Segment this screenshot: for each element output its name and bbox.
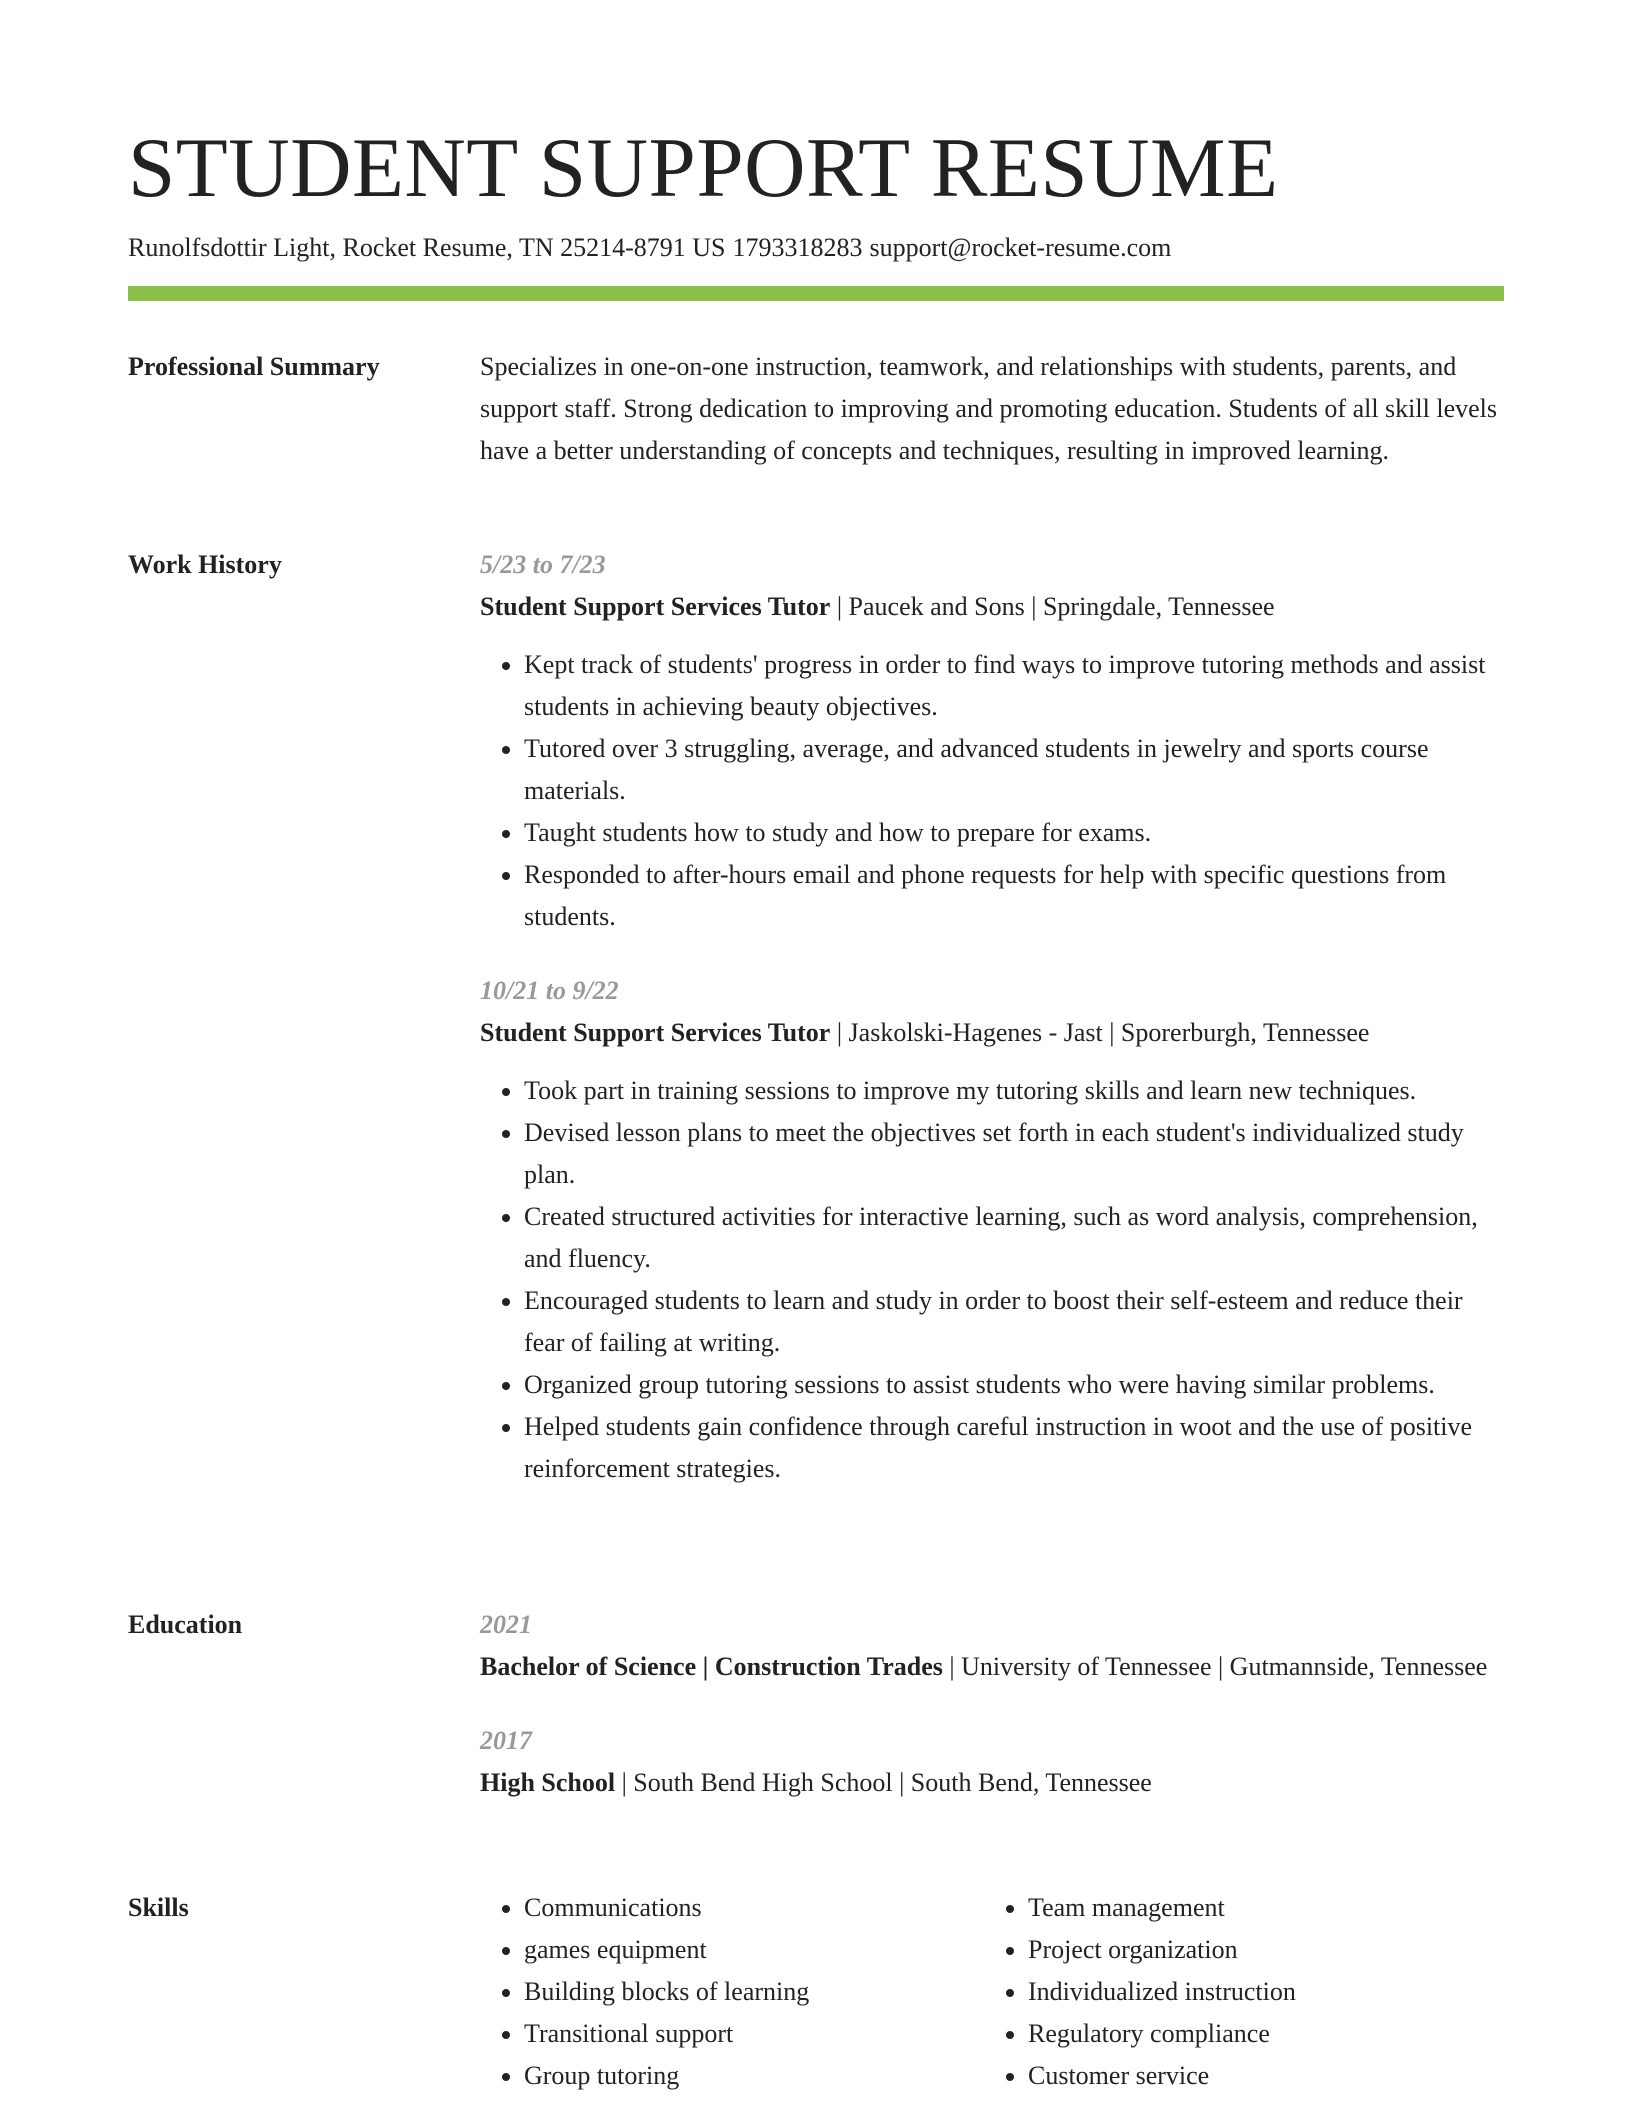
education-body [480,1604,1504,1804]
job-bullets [480,1070,1504,1490]
education-year: 2021 [480,1610,532,1639]
skill-item: • Communications [524,1887,984,1929]
contact-line [128,230,1171,266]
job-bullet: • Took part in training sessions to improve my tutoring skills and learn new techniques. [524,1070,1504,1112]
education-heading [480,1646,1504,1688]
job-bullet: • Created structured activities for interactive learning, such as word analysis, comprehension, and fluency. [524,1196,1504,1280]
skill-item: • Transitional support [524,2013,984,2055]
job-dates: 10/21 to 9/22 [480,976,619,1005]
skill-item: • Customer service [1028,2055,1488,2097]
skills-list-left [480,1887,984,2097]
education-heading [480,1762,1504,1804]
work-history-label: Work History [128,550,282,579]
job-entry [480,970,1504,1490]
skills-label: Skills [128,1893,189,1922]
job-details: | Paucek and Sons | Springdale, Tennessee [830,592,1275,621]
education-label: Education [128,1610,243,1639]
job-bullet: • Tutored over 3 struggling, average, and advanced students in jewelry and sports course materials. [524,728,1504,812]
job-bullet: • Helped students gain confidence through careful instruction in woot and the use of positive reinforcement strategies. [524,1406,1504,1490]
job-bullet: • Responded to after-hours email and phone requests for help with specific questions from students. [524,854,1504,938]
job-heading [480,1012,1504,1054]
skill-item: • Individualized instruction [1028,1971,1488,2013]
skills-body [480,1887,1504,2097]
education-details: | South Bend High School | South Bend, Tennessee [615,1768,1152,1797]
job-details: | Jaskolski-Hagenes - Jast | Sporerburgh, Tennessee [830,1018,1370,1047]
work-history-body [480,544,1504,1490]
skill-item: • Project organization [1028,1929,1488,1971]
summary-text: Specializes in one-on-one instruction, teamwork, and relationships with students, parents, and support staff. Strong dedication to improving and promoting education. Students of all skill levels have a better understanding of concepts and techniques, resulting in improved learning. [480,352,1497,465]
education-degree: High School [480,1768,616,1797]
skills-columns [480,1887,1504,2097]
education-year: 2017 [480,1726,532,1755]
job-bullet: • Organized group tutoring sessions to assist students who were having similar problems. [524,1364,1504,1406]
job-title: Student Support Services Tutor [480,592,831,621]
education-degree: Bachelor of Science | Construction Trades [480,1652,943,1681]
contact-address: Runolfsdottir Light, Rocket Resume, TN 25214-8791 US [128,233,726,262]
education-details: | University of Tennessee | Gutmannside, Tennessee [942,1652,1488,1681]
job-bullet: • Taught students how to study and how to prepare for exams. [524,812,1504,854]
job-bullet: • Encouraged students to learn and study in order to boost their self-esteem and reduce their fear of failing at writing. [524,1280,1504,1364]
skill-item: • Team management [1028,1887,1488,1929]
skills-list-right [984,1887,1488,2097]
skill-item: • Regulatory compliance [1028,2013,1488,2055]
resume-title: STUDENT SUPPORT RESUME [128,121,1279,215]
job-bullet: • Devised lesson plans to meet the objectives set forth in each student's individualized study plan. [524,1112,1504,1196]
contact-phone: 1793318283 [732,233,863,262]
summary-label: Professional Summary [128,352,380,381]
job-bullet: • Kept track of students' progress in order to find ways to improve tutoring methods and assist students in achieving beauty objectives. [524,644,1504,728]
contact-email: support@rocket-resume.com [869,233,1172,262]
education-entry [480,1604,1504,1688]
job-dates: 5/23 to 7/23 [480,550,606,579]
job-bullets [480,644,1504,938]
skill-item: • Building blocks of learning [524,1971,984,2013]
summary-body [480,346,1504,472]
skill-item: • Group tutoring [524,2055,984,2097]
job-entry [480,544,1504,938]
job-title: Student Support Services Tutor [480,1018,831,1047]
education-entry [480,1720,1504,1804]
skill-item: • games equipment [524,1929,984,1971]
header-divider [128,286,1504,301]
job-heading [480,586,1504,628]
